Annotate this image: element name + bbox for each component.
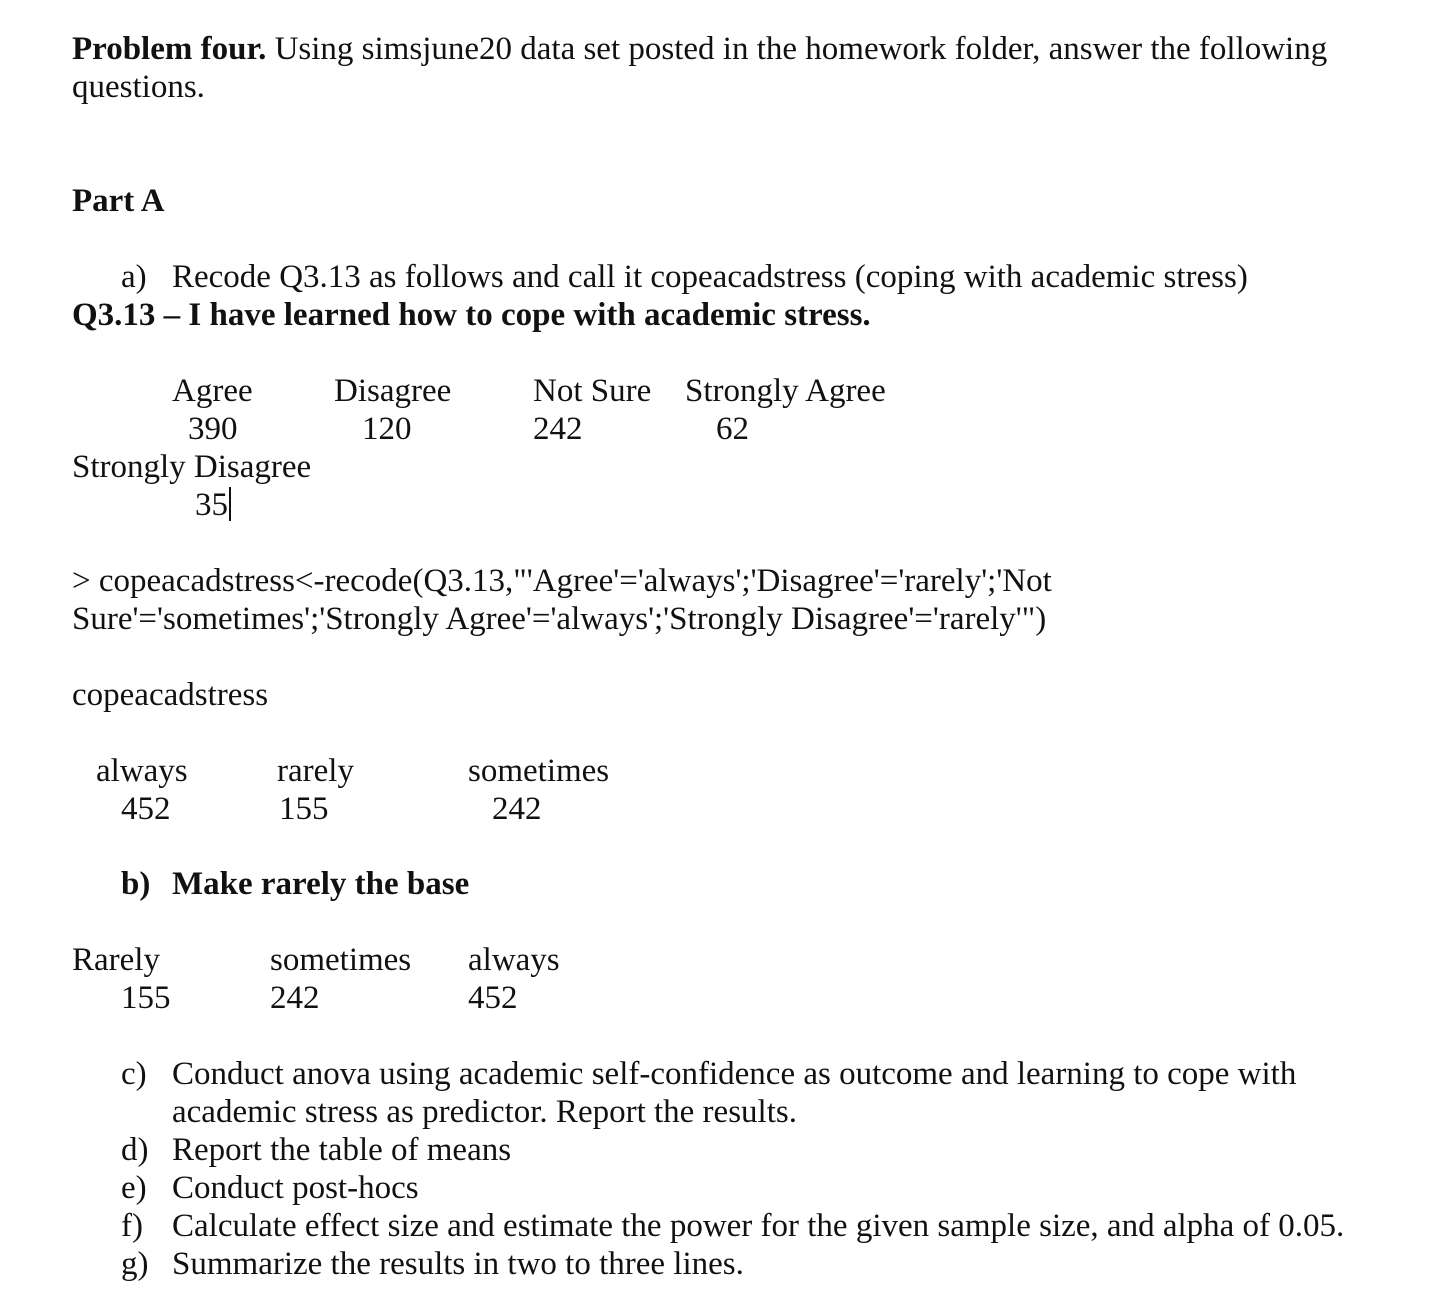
problem-intro-line1 (72, 30, 1327, 68)
q313-label-strongly-agree: Strongly Agree (685, 373, 886, 409)
base-label-always: always (468, 942, 560, 978)
question-a-letter: a) (121, 259, 147, 295)
base-count-sometimes: 242 (270, 980, 320, 1016)
question-g-letter: g) (121, 1246, 149, 1282)
q313-count-disagree: 120 (362, 411, 412, 447)
base-count-always: 452 (468, 980, 518, 1016)
question-d-letter: d) (121, 1132, 149, 1168)
q313-count-strongly-disagree-row (195, 486, 231, 524)
q313-count-not-sure: 242 (533, 411, 583, 447)
problem-label: Problem four. (72, 31, 267, 67)
cope-label-sometimes: sometimes (468, 753, 610, 789)
problem-intro-text: Using simsjune20 data set posted in the homework folder, answer the following (266, 31, 1328, 67)
cope-count-sometimes: 242 (492, 791, 542, 827)
question-b-letter: b) (121, 866, 151, 902)
base-label-rarely: Rarely (72, 942, 160, 978)
question-c-letter: c) (121, 1056, 147, 1092)
base-count-rarely: 155 (121, 980, 171, 1016)
cope-count-rarely: 155 (279, 791, 329, 827)
question-f-text: Calculate effect size and estimate the power for the given sample size, and alpha of 0.05. (172, 1208, 1345, 1244)
question-e-text: Conduct post-hocs (172, 1170, 419, 1206)
q313-label-disagree: Disagree (334, 373, 452, 409)
code-line1: > copeacadstress<-recode(Q3.13,"'Agree'='always';'Disagree'='rarely';'Not (72, 563, 1052, 599)
q313-label-strongly-disagree: Strongly Disagree (72, 449, 312, 485)
q313-label-not-sure: Not Sure (533, 373, 652, 409)
q313-count-agree: 390 (188, 411, 238, 447)
question-c-line1: Conduct anova using academic self-confidence as outcome and learning to cope with (172, 1056, 1297, 1092)
question-g-text: Summarize the results in two to three lines. (172, 1246, 744, 1282)
question-b-text: Make rarely the base (172, 866, 470, 902)
code-line2: Sure'='sometimes';'Strongly Agree'='always';'Strongly Disagree'='rarely'") (72, 601, 1047, 637)
q313-label-agree: Agree (172, 373, 253, 409)
q313-count-strongly-agree: 62 (716, 411, 749, 447)
question-d-text: Report the table of means (172, 1132, 512, 1168)
problem-intro-line2: questions. (72, 69, 205, 105)
question-e-letter: e) (121, 1170, 147, 1206)
q313-item-heading: Q3.13 – I have learned how to cope with academic stress. (72, 297, 871, 333)
question-a-text: Recode Q3.13 as follows and call it copeacadstress (coping with academic stress) (172, 259, 1248, 295)
cope-count-always: 452 (121, 791, 171, 827)
part-a-heading: Part A (72, 183, 165, 219)
question-c-line2: academic stress as predictor. Report the results. (172, 1094, 797, 1130)
base-label-sometimes: sometimes (270, 942, 412, 978)
text-cursor (229, 487, 231, 521)
copeacadstress-name: copeacadstress (72, 677, 269, 713)
q313-count-strongly-disagree: 35 (195, 487, 228, 523)
cope-label-rarely: rarely (277, 753, 354, 789)
cope-label-always: always (96, 753, 188, 789)
question-f-letter: f) (121, 1208, 143, 1244)
